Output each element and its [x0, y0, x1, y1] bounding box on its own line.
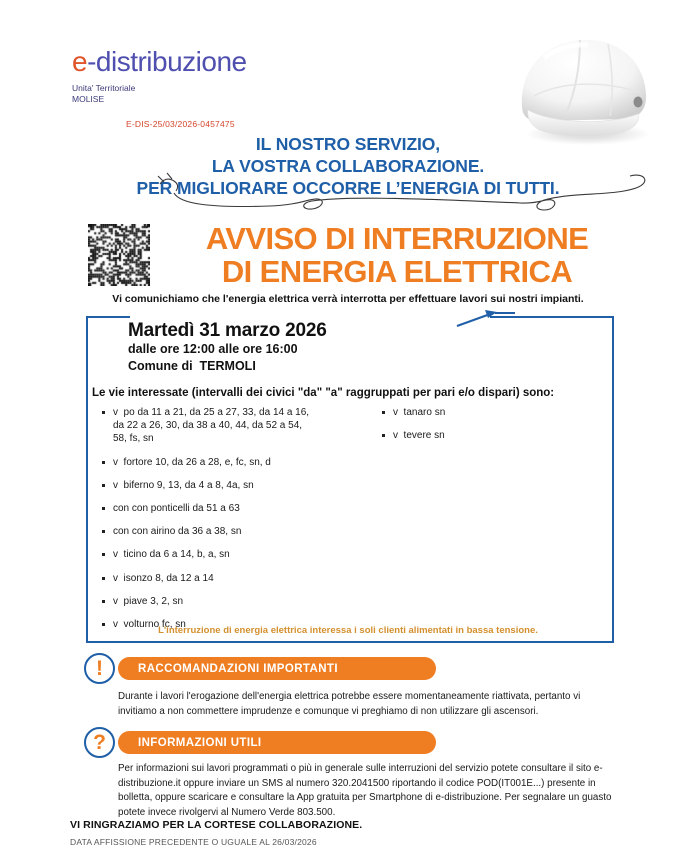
street-list-line: v fortore 10, da 26 a 28, e, fc, sn, d: [113, 456, 271, 468]
street-list-item: [380, 406, 580, 419]
municipality-label: Comune di: [128, 359, 193, 373]
useful-info-body: Per informazioni sui lavori programmati o più in generale sulle interruzioni del servizio potete consultare il sito e-distribuzione.it oppure inviare un SMS al numero 320.2041500 riportando il codice POD(IT001E...) presente in bolletta, oppure scaricare e consultare la App gratuita per Smartphone di e-distribuzione. Per segnalare un guasto potete invece rivolgervi al Numero Verde 803.500.: [118, 763, 612, 819]
recommendations-body: Durante i lavori l'erogazione dell'energia elettrica potrebbe essere momentaneamente riattivata, pertanto vi invitiamo a non commettere imprudenze e comunque vi preghiamo di non utilizzare gli ascensori.: [118, 691, 581, 717]
municipality-name: TERMOLI: [199, 359, 256, 373]
street-list-line: v biferno 9, 13, da 4 a 8, 4a, sn: [113, 479, 254, 491]
territorial-unit-line1: Unita' Territoriale: [72, 83, 136, 93]
datamatrix-code: [88, 224, 150, 286]
street-list-line: v tevere sn: [393, 430, 445, 442]
question-icon: ?: [84, 727, 115, 758]
affixing-date-line: DATA AFFISSIONE PRECEDENTE O UGUALE AL 26/03/2026: [70, 837, 317, 847]
street-list-item: [100, 502, 380, 515]
street-list-line: con con airino da 36 a 38, sn: [113, 526, 242, 538]
exclamation-icon: !: [84, 653, 115, 684]
street-list-item: [100, 456, 380, 469]
street-list-line: v po da 11 a 21, da 25 a 27, 33, da 14 a 16,: [113, 407, 310, 418]
logo-wordmark: [72, 48, 372, 76]
street-list-item: [100, 595, 380, 608]
street-list-item: [100, 572, 380, 585]
street-list-line: v isonzo 8, da 12 a 14: [113, 572, 214, 584]
useful-info-banner: INFORMAZIONI UTILI: [118, 731, 436, 754]
thanks-line: VI RINGRAZIAMO PER LA CORTESE COLLABORAZIONE.: [70, 819, 363, 831]
territorial-unit-line2: MOLISE: [72, 94, 105, 105]
street-list-line: v volturno fc, sn: [113, 618, 186, 630]
street-list-item: [380, 429, 580, 442]
street-list-line: v tanaro sn: [393, 407, 446, 418]
streets-column-right: [380, 406, 580, 641]
street-list-item: [100, 548, 380, 561]
street-list-line: v piave 3, 2, sn: [113, 595, 184, 607]
territorial-unit: [72, 83, 372, 106]
street-list-line: con con ponticelli da 51 a 63: [113, 502, 240, 514]
streets-heading: Le vie interessate (intervalli dei civici "da" "a" raggruppati per pari e/o dispari) sono:: [92, 387, 555, 399]
slogan-line-3: PER MIGLIORARE OCCORRE L’ENERGIA DI TUTTI.: [136, 178, 560, 199]
street-list-item: [100, 479, 380, 492]
page-title: [152, 222, 642, 289]
outage-time-range: dalle ore 12:00 alle ore 16:00: [128, 342, 298, 356]
street-list-line: v ticino da 6 a 14, b, a, sn: [113, 549, 230, 561]
reference-code: E-DIS-25/03/2026-0457475: [126, 119, 235, 129]
page-title-line-2: DI ENERGIA ELETTRICA: [221, 254, 573, 290]
recommendations-banner: RACCOMANDAZIONI IMPORTANTI: [118, 657, 436, 680]
page-title-line-1: AVVISO DI INTERRUZIONE: [205, 221, 589, 256]
slogan: [0, 133, 696, 199]
streets-column-left: [100, 406, 380, 641]
outage-date: Martedì 31 marzo 2026: [128, 320, 327, 341]
low-tension-note: L'interruzione di energia elettrica interessa i soli clienti alimentati in bassa tensione.: [158, 625, 538, 636]
street-list-line: 58, fs, sn: [113, 433, 154, 445]
street-list-item: [100, 406, 380, 446]
outage-municipality: [128, 359, 256, 373]
brand-logo: [72, 48, 372, 106]
slogan-line-1: IL NOSTRO SERVIZIO,: [255, 134, 441, 154]
page-subtitle: Vi comunichiamo che l'energia elettrica verrà interrotta per effettuare lavori sui nostri impianti.: [112, 293, 584, 305]
outage-box-arrow: [455, 306, 515, 328]
logo-e-glyph: e: [72, 46, 88, 77]
slogan-line-2: LA VOSTRA COLLABORAZIONE.: [211, 156, 485, 177]
street-list-line: da 22 a 26, 30, da 38 a 40, 44, da 52 a 54,: [113, 420, 303, 432]
streets-columns: [100, 406, 600, 641]
street-list-item: [100, 525, 380, 538]
logo-name-text: -distribuzione: [87, 46, 247, 77]
